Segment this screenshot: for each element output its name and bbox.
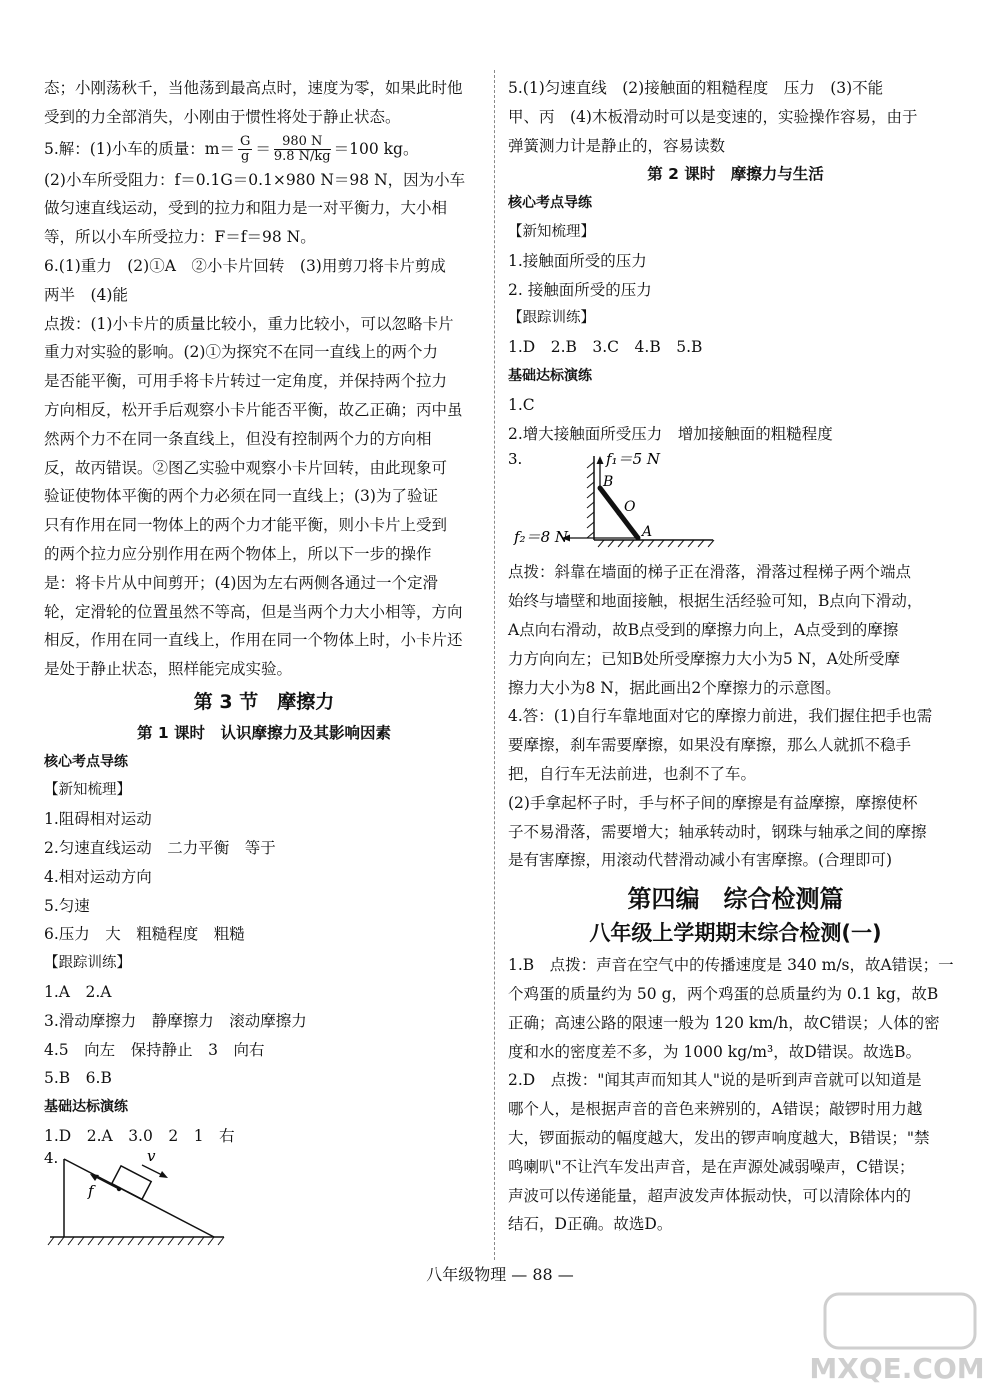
text-line: 6.压力 大 粗糙程度 粗糙	[44, 925, 245, 944]
text-line: 态；小刚荡秋千，当他荡到最高点时，速度为零，如果此时他	[44, 79, 463, 97]
text-line: 轮，定滑轮的位置虽然不等高，但是当两个力大小相等，方向	[44, 602, 463, 621]
text-line: 的两个拉力应分别作用在两个物体上，所以下一步的操作	[44, 544, 432, 563]
label-o: O	[624, 499, 636, 516]
text-line: 2. 接触面所受的压力	[508, 280, 652, 299]
text-line: 5.B 6.B	[44, 1069, 112, 1088]
subheading: 核心考点导练	[44, 753, 128, 770]
text-line: 1.C	[508, 395, 535, 414]
text-line: 1.D 2.A 3.0 2 1 右	[44, 1126, 235, 1145]
text-line: 度和水的密度差不多，为 1000 kg/m³，故D错误。故选B。	[508, 1042, 922, 1061]
text-line: 把，自行车无法前进，也刹不了车。	[508, 764, 757, 783]
velocity-arrowhead	[159, 1171, 168, 1178]
fraction: $\frac{980 N}{9.8 N/kg}$	[273, 134, 331, 165]
f1-label: f₁＝5 N	[606, 450, 661, 469]
text-line: 声波可以传递能量，超声波发声体振动快，可以清除体内的	[508, 1186, 912, 1205]
text-line: 正确；高速公路的限速一般为 120 km/h，故C错误；人体的密	[508, 1013, 940, 1032]
text-line: 只有作用在同一物体上的两个力才能平衡，则小卡片上受到	[44, 516, 448, 535]
incline-friction-figure	[44, 1151, 324, 1251]
text-line: (2)小车所受阻力：f＝0.1G＝0.1×980 N＝98 N，因为小车	[44, 170, 466, 189]
ground-hatch	[48, 1237, 224, 1245]
ladder-friction-figure	[508, 448, 948, 558]
column-divider	[494, 70, 495, 1260]
text-line: 4.5 向左 保持静止 3 向右	[44, 1040, 265, 1059]
fraction: $\frac{G}{g}$	[239, 134, 251, 165]
text-line: A点向右滑动，故B点受到的摩擦力向上，A点受到的摩擦	[508, 620, 899, 639]
text-line: 1.B 点拨：声音在空气中的传播速度是 340 m/s，故A错误；一	[508, 956, 954, 975]
text-line: 1.A 2.A	[44, 982, 112, 1001]
text-line: 大，锣面振动的幅度越大，发出的锣声响度越大，B错误；"禁	[508, 1128, 930, 1147]
bracket-heading: 【新知梳理】	[508, 223, 595, 240]
text-line: 始终与墙壁和地面接触，根据生活经验可知，B点向下滑动，	[508, 592, 923, 611]
text-line: 1.接触面所受的压力	[508, 251, 647, 270]
label-a: A	[642, 524, 653, 541]
lesson-title: 第 2 课时 摩擦力与生活	[647, 165, 824, 184]
text-line: 两半 (4)能	[44, 285, 128, 304]
wall-hatch	[587, 462, 594, 538]
text-line: 是：将卡片从中间剪开；(4)因为左右两侧各通过一个定滑	[44, 573, 438, 592]
figure-number: 3.	[508, 450, 523, 469]
bracket-heading: 【跟踪训练】	[44, 955, 131, 972]
lesson-title: 第 1 课时 认识摩擦力及其影响因素	[136, 723, 392, 742]
text-line: 结石，D正确。故选D。	[508, 1215, 673, 1234]
text-line: 弹簧测力计是静止的，容易读数	[508, 136, 726, 155]
text-line: 鸣喇叭"不让汽车发出声音，是在声源处减弱噪声，C错误；	[508, 1157, 915, 1176]
text-line: 2.增大接触面所受压力 增加接触面的粗糙程度	[508, 424, 833, 443]
text-line: 1.D 2.B 3.C 4.B 5.B	[508, 338, 703, 357]
exam-title: 八年级上学期期末综合检测(一)	[589, 921, 882, 946]
point-o	[617, 511, 622, 516]
text-line: 点拨：(1)小卡片的质量比较小，重力比较小，可以忽略卡片	[44, 314, 454, 333]
tip-paragraph	[44, 310, 484, 684]
text-line: (2)手拿起杯子时，手与杯子间的摩擦是有益摩擦，摩擦使杯	[508, 793, 918, 812]
text-line: 方向相反，松开手后观察小卡片能否平衡，故乙正确；丙中虽	[44, 400, 463, 419]
watermark-logo	[805, 1290, 990, 1390]
text-line: 2.匀速直线运动 二力平衡 等于	[44, 838, 276, 857]
bracket-heading: 【新知梳理】	[44, 782, 131, 799]
text-line: 5.匀速	[44, 896, 90, 915]
text-line: 5.(1)匀速直线 (2)接触面的粗糙程度 压力 (3)不能	[508, 79, 884, 97]
subheading: 基础达标演练	[44, 1099, 128, 1116]
text-line: 6.(1)重力 (2)①A ②小卡片回转 (3)用剪刀将卡片剪成	[44, 256, 446, 275]
text-line: 个鸡蛋的质量约为 50 g，两个鸡蛋的总质量约为 0.1 kg，故B	[508, 984, 939, 1003]
text-line: 等，所以小车所受拉力：F＝f＝98 N。	[44, 228, 316, 247]
text-line: 哪个人，是根据声音的音色来辨别的，A错误；敲锣时用力越	[508, 1100, 923, 1119]
watermark-text: MXQE.COM	[809, 1352, 985, 1385]
text-line: 擦力大小为8 N，据此画出2个摩擦力的示意图。	[508, 678, 841, 697]
figure-number: 4.	[44, 1150, 59, 1167]
text-line: 是有害摩擦，用滚动代替滑动减小有害摩擦。(合理即可)	[508, 851, 893, 870]
text-line: 受到的力全部消失，小刚由于惯性将处于静止状态。	[44, 107, 401, 126]
text-line: 反，故丙错误。②图乙实验中观察小卡片回转，由此现象可	[44, 458, 448, 477]
f1-arrowhead	[597, 456, 604, 464]
velocity-label: v	[147, 1150, 156, 1165]
text-line: 是处于静止状态，照样能完成实验。	[44, 660, 293, 679]
page-footer: 八年级物理 — 88 —	[426, 1265, 574, 1284]
text-line: 3.滑动摩擦力 静摩擦力 滚动摩擦力	[44, 1011, 307, 1030]
text-line: 点拨：斜靠在墙面的梯子正在滑落，滑落过程梯子两个端点	[508, 563, 912, 582]
text-line: 2.D 点拨："闻其声而知其人"说的是听到声音就可以知道是	[508, 1071, 922, 1090]
text-line: 是否能平衡，可用手将卡片转过一定角度，并保持两个拉力	[44, 372, 448, 391]
subheading: 基础达标演练	[508, 367, 592, 384]
block	[112, 1166, 151, 1199]
bracket-heading: 【跟踪训练】	[508, 310, 595, 327]
left-column	[44, 74, 484, 1251]
f2-label: f₂＝8 N	[514, 528, 569, 547]
right-column	[508, 74, 963, 1239]
part-title: 第四编 综合检测篇	[627, 885, 844, 914]
text-line: 验证使物体平衡的两个力必须在同一直线上；(3)为了验证	[44, 487, 438, 506]
text-line: 4.答：(1)自行车靠地面对它的摩擦力前进，我们握住把手也需	[508, 707, 933, 726]
text-line: 1.阻碍相对运动	[44, 810, 152, 829]
subheading: 核心考点导练	[508, 195, 592, 212]
text-line: 子不易滑落，需要增大；轴承转动时，钢珠与轴承之间的摩擦	[508, 822, 927, 841]
section-title: 第 3 节 摩擦力	[193, 690, 335, 713]
text-line: 要摩擦，刹车需要摩擦，如果没有摩擦，那么人就抓不稳手	[508, 736, 912, 755]
q5-mass-line: 5.解：(1)小车的质量：m＝ $\frac{G}{g}$ ＝ $\frac{980 N}{9.8 N/kg}$ ＝100 kg。	[44, 134, 419, 165]
text-line: 做匀速直线运动，受到的拉力和阻力是一对平衡力，大小相	[44, 199, 448, 218]
text-line: 4.相对运动方向	[44, 867, 152, 886]
text-line: 重力对实验的影响。(2)①为探究不在同一直线上的两个力	[44, 343, 438, 362]
text-line: 力方向向左；已知B处所受摩擦力大小为5 N，A处所受摩	[508, 649, 900, 668]
text-line: 甲、丙 (4)木板滑动时可以是变速的，实验操作容易，由于	[508, 107, 918, 126]
text-line: 然两个力不在同一条直线上，但没有控制两个力的方向相	[44, 429, 432, 448]
ground-hatch	[598, 540, 714, 547]
label-b: B	[603, 474, 614, 491]
text-line: 相反，作用在同一直线上，作用在同一个物体上时，小卡片还	[44, 631, 463, 650]
friction-label: f	[88, 1181, 94, 1200]
